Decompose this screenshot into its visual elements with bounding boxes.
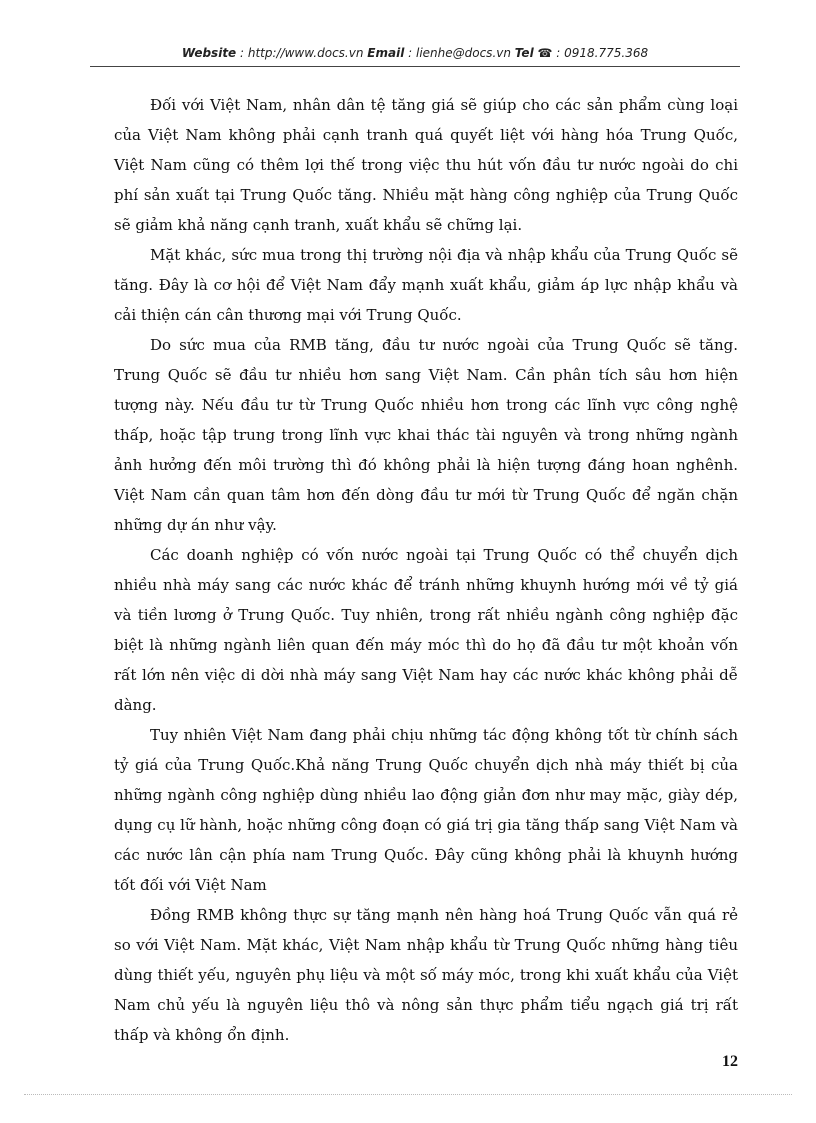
tel-value: 0918.775.368 — [564, 46, 649, 60]
tel-label: Tel — [514, 46, 534, 60]
paragraph: Do sức mua của RMB tăng, đầu tư nước ngoài của Trung Quốc sẽ tăng. Trung Quốc sẽ đầu tư nhiều hơn sang Việt Nam. Cần phân tích sâu hơn hiện tượng này. Nếu đầu tư từ Trung Quốc nhiều hơn trong các lĩnh vực công nghệ thấp, hoặc tập trung trong lĩnh vực khai thác tài nguyên và trong những ngành ảnh hưởng đến môi trường thì đó không phải là hiện tượng đáng hoan nghênh. Việt Nam cần quan tâm hơn đến dòng đầu tư mới từ Trung Quốc để ngăn chặn những dự án như vậy. — [114, 336, 738, 534]
email-value: lienhe@docs.vn — [415, 46, 511, 60]
tel-separator: : — [552, 46, 565, 60]
document-body — [114, 90, 738, 1050]
paragraph: Mặt khác, sức mua trong thị trường nội địa và nhập khẩu của Trung Quốc sẽ tăng. Đây là cơ hội để Việt Nam đẩy mạnh xuất khẩu, giảm áp lực nhập khẩu và cải thiện cán cân thương mại với Trung Quốc. — [114, 246, 738, 324]
paragraph: Đồng RMB không thực sự tăng mạnh nên hàng hoá Trung Quốc vẫn quá rẻ so với Việt Nam. Mặt khác, Việt Nam nhập khẩu từ Trung Quốc những hàng tiêu dùng thiết yếu, nguyên phụ liệu và một số máy móc, trong khi xuất khẩu của Việt Nam chủ yếu là nguyên liệu thô và nông sản thực phẩm tiểu ngạch giá trị rất thấp và không ổn định. — [114, 906, 738, 1044]
email-label: Email — [367, 46, 405, 60]
email-separator: : — [404, 46, 416, 60]
website-url: http://www.docs.vn — [247, 46, 364, 60]
paragraph: Đối với Việt Nam, nhân dân tệ tăng giá sẽ giúp cho các sản phẩm cùng loại của Việt Nam không phải cạnh tranh quá quyết liệt với hàng hóa Trung Quốc, Việt Nam cũng có thêm lợi thế trong việc thu hút vốn đầu tư nước ngoài do chi phí sản xuất tại Trung Quốc tăng. Nhiều mặt hàng công nghiệp của Trung Quốc sẽ giảm khả năng cạnh tranh, xuất khẩu sẽ chững lại. — [114, 96, 738, 234]
header-divider — [90, 66, 740, 67]
phone-icon: ☎ — [537, 46, 553, 60]
page-header — [90, 46, 740, 60]
paragraph: Tuy nhiên Việt Nam đang phải chịu những tác động không tốt từ chính sách tỷ giá của Trung Quốc.Khả năng Trung Quốc chuyển dịch nhà máy thiết bị của những ngành công nghiệp dùng nhiều lao động giản đơn như may mặc, giày dép, dụng cụ lữ hành, hoặc những công đoạn có giá trị gia tăng thấp sang Việt Nam và các nước lân cận phía nam Trung Quốc. Đây cũng không phải là khuynh hướng tốt đối với Việt Nam — [114, 726, 738, 894]
website-label: Website — [181, 46, 237, 60]
website-separator: : — [236, 46, 248, 60]
page-bottom-divider — [24, 1094, 792, 1095]
paragraph: Các doanh nghiệp có vốn nước ngoài tại Trung Quốc có thể chuyển dịch nhiều nhà máy sang các nước khác để tránh những khuynh hướng mới về tỷ giá và tiền lương ở Trung Quốc. Tuy nhiên, trong rất nhiều ngành công nghiệp đặc biệt là những ngành liên quan đến máy móc thì do họ đã đầu tư một khoản vốn rất lớn nên việc di dời nhà máy sang Việt Nam hay các nước khác không phải dễ dàng. — [114, 546, 738, 714]
page-number: 12 — [722, 1053, 738, 1070]
